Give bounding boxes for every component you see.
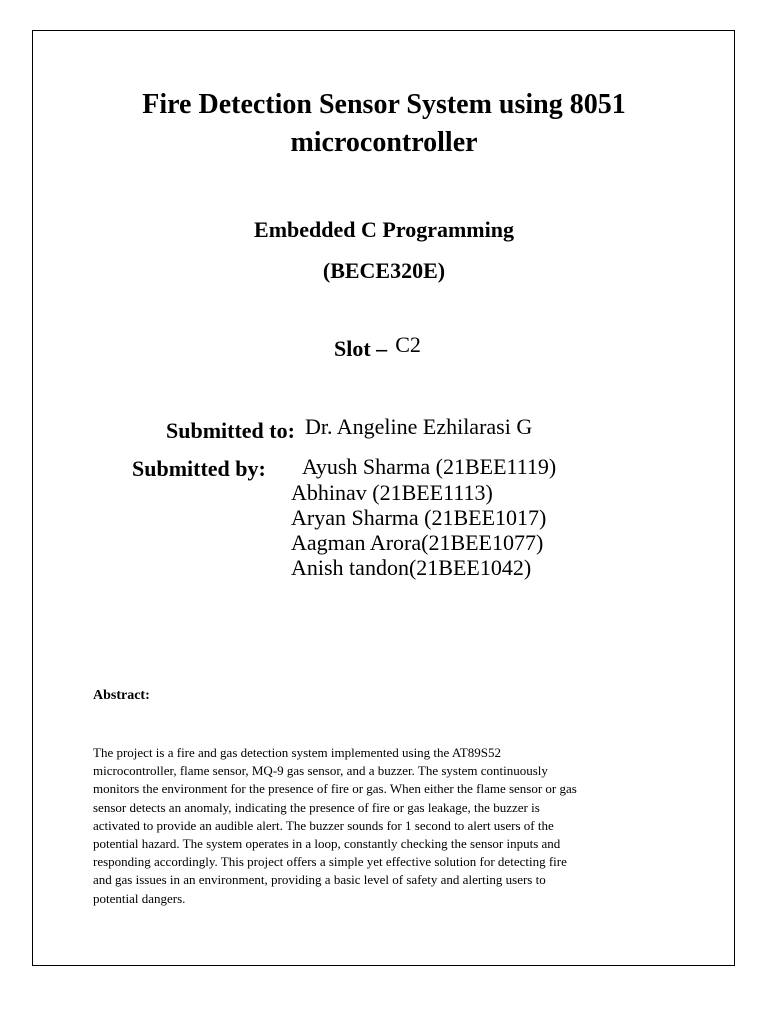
course-name: Embedded C Programming — [254, 217, 514, 242]
team-member: Anish tandon(21BEE1042) — [291, 555, 532, 580]
submitted-to-value: Dr. Angeline Ezhilarasi G — [304, 414, 533, 439]
submitted-by-label: Submitted by: — [132, 456, 266, 481]
team-member: Aryan Sharma (21BEE1017) — [291, 505, 547, 530]
abstract-line: potential dangers. — [93, 890, 186, 906]
abstract-body — [93, 744, 703, 908]
document-title — [40, 86, 728, 162]
abstract-line: activated to provide an audible alert. The buzzer sounds for 1 second to alert users of the — [93, 817, 554, 833]
title-line-1: Fire Detection Sensor System using 8051 — [142, 89, 626, 120]
submitted-to-line — [166, 414, 533, 443]
title-line-2: microcontroller — [290, 127, 478, 158]
abstract-line: responding accordingly. This project offers a simple yet effective solution for detecting fire — [93, 854, 567, 870]
course-code: (BECE320E) — [322, 258, 446, 283]
abstract-line: The project is a fire and gas detection system implemented using the AT89S52 — [93, 745, 501, 760]
team-member: Aagman Arora(21BEE1077) — [291, 530, 544, 555]
slot-label: Slot – — [334, 336, 388, 361]
team-member: Abhinav (21BEE1113) — [291, 480, 493, 505]
abstract-line: microcontroller, flame sensor, MQ-9 gas sensor, and a buzzer. The system continuously — [93, 763, 548, 779]
slot-value: C2 — [395, 332, 421, 357]
abstract-line: potential hazard. The system operates in a loop, constantly checking the sensor inputs and — [93, 836, 561, 852]
abstract-line: sensor detects an anomaly, indicating the presence of fire or gas leakage, the buzzer is — [93, 799, 540, 815]
abstract-line: monitors the environment for the presence of fire or gas. When either the flame sensor or gas — [93, 781, 577, 797]
abstract-line: and gas issues in an environment, providing a basic level of safety and alerting users to — [93, 872, 546, 888]
submitted-to-label: Submitted to: — [166, 418, 295, 443]
team-member: Ayush Sharma (21BEE1119) — [302, 454, 557, 479]
slot-line — [334, 332, 421, 362]
abstract-heading: Abstract: — [93, 688, 150, 703]
